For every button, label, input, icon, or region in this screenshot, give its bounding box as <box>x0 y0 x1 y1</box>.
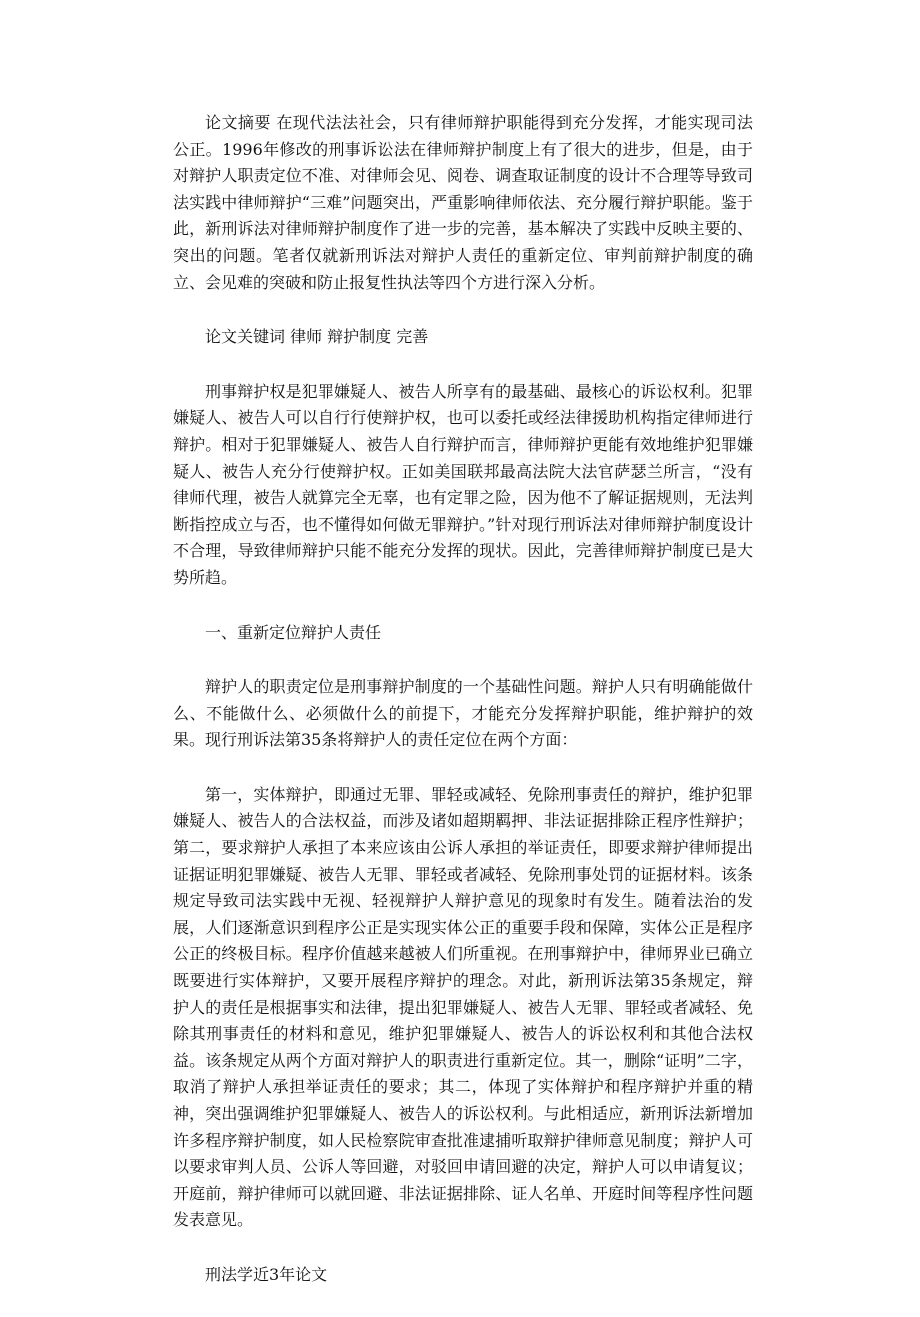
footer-title: 刑法学近3年论文 <box>205 1264 328 1284</box>
body-paragraph: 辩护人的职责定位是刑事辩护制度的一个基础性问题。辩护人只有明确能做什么、不能做什么、必须做什么的前提下，才能充分发挥辩护职能，维护辩护的效果。现行刑诉法第35条将辩护人的责任定位在两个方面： <box>173 677 753 750</box>
abstract-paragraph: 论文摘要 在现代法法社会，只有律师辩护职能得到充分发挥，才能实现司法公正。1996年修改的刑事诉讼法在律师辩护制度上有了很大的进步，但是，由于对辩护人职责定位不准、对律师会见、阅卷、调查取证制度的设计不合理等导致司法实践中律师辩护“三难”问题突出，严重影响律师依法、充分履行辩护职能。鉴于此，新刑诉法对律师辩护制度作了进一步的完善，基本解决了实践中反映主要的、突出的问题。笔者仅就新刑诉法对辩护人责任的重新定位、审判前辩护制度的确立、会见难的突破和防止报复性执法等四个方进行深入分析。 <box>173 113 753 292</box>
body-paragraph: 第一，实体辩护，即通过无罪、罪轻或减轻、免除刑事责任的辩护，维护犯罪嫌疑人、被告人的合法权益，而涉及诸如超期羁押、非法证据排除正程序性辩护；第二，要求辩护人承担了本来应该由公诉人承担的举证责任，即要求辩护律师提出证据证明犯罪嫌疑、被告人无罪、罪轻或者减轻、免除刑事处罚的证据材料。该条规定导致司法实践中无视、轻视辩护人辩护意见的现象时有发生。随着法治的发展，人们逐渐意识到程序公正是实现实体公正的重要手段和保障，实体公正是程序公正的终极目标。程序价值越来越被人们所重视。在刑事辩护中，律师界业已确立既要进行实体辩护，又要开展程序辩护的理念。对此，新刑诉法第35条规定，辩护人的责任是根据事实和法律，提出犯罪嫌疑人、被告人无罪、罪轻或者减轻、免除其刑事责任的材料和意见，维护犯罪嫌疑人、被告人的诉讼权利和其他合法权益。该条规定从两个方面对辩护人的职责进行重新定位。其一，删除“证明”二字，取消了辩护人承担举证责任的要求；其二，体现了实体辩护和程序辩护并重的精神，突出强调维护犯罪嫌疑人、被告人的诉讼权利。与此相适应，新刑诉法新增加许多程序辩护制度，如人民检察院审查批准逮捕听取辩护律师意见制度；辩护人可以要求审判人员、公诉人等回避，对驳回申请回避的决定，辩护人可以申请复议；开庭前，辩护律师可以就回避、非法证据排除、证人名单、开庭时间等程序性问题发表意见。 <box>173 784 753 1230</box>
section-heading: 一、重新定位辩护人责任 <box>205 622 382 642</box>
document-page <box>173 110 753 1317</box>
intro-paragraph: 刑事辩护权是犯罪嫌疑人、被告人所享有的最基础、最核心的诉讼权利。犯罪嫌疑人、被告人可以自行行使辩护权，也可以委托或经法律援助机构指定律师进行辩护。相对于犯罪嫌疑人、被告人自行辩护而言，律师辩护更能有效地维护犯罪嫌疑人、被告人充分行使辩护权。正如美国联邦最高法院大法官萨瑟兰所言，“没有律师代理，被告人就算完全无辜，也有定罪之险，因为他不了解证据规则，无法判断指控成立与否，也不懂得如何做无罪辩护。”针对现行刑诉法对律师辩护制度设计不合理，导致律师辩护只能不能充分发挥的现状。因此，完善律师辩护制度已是大势所趋。 <box>173 381 753 587</box>
keywords-paragraph: 论文关键词 律师 辩护制度 完善 <box>205 327 429 347</box>
